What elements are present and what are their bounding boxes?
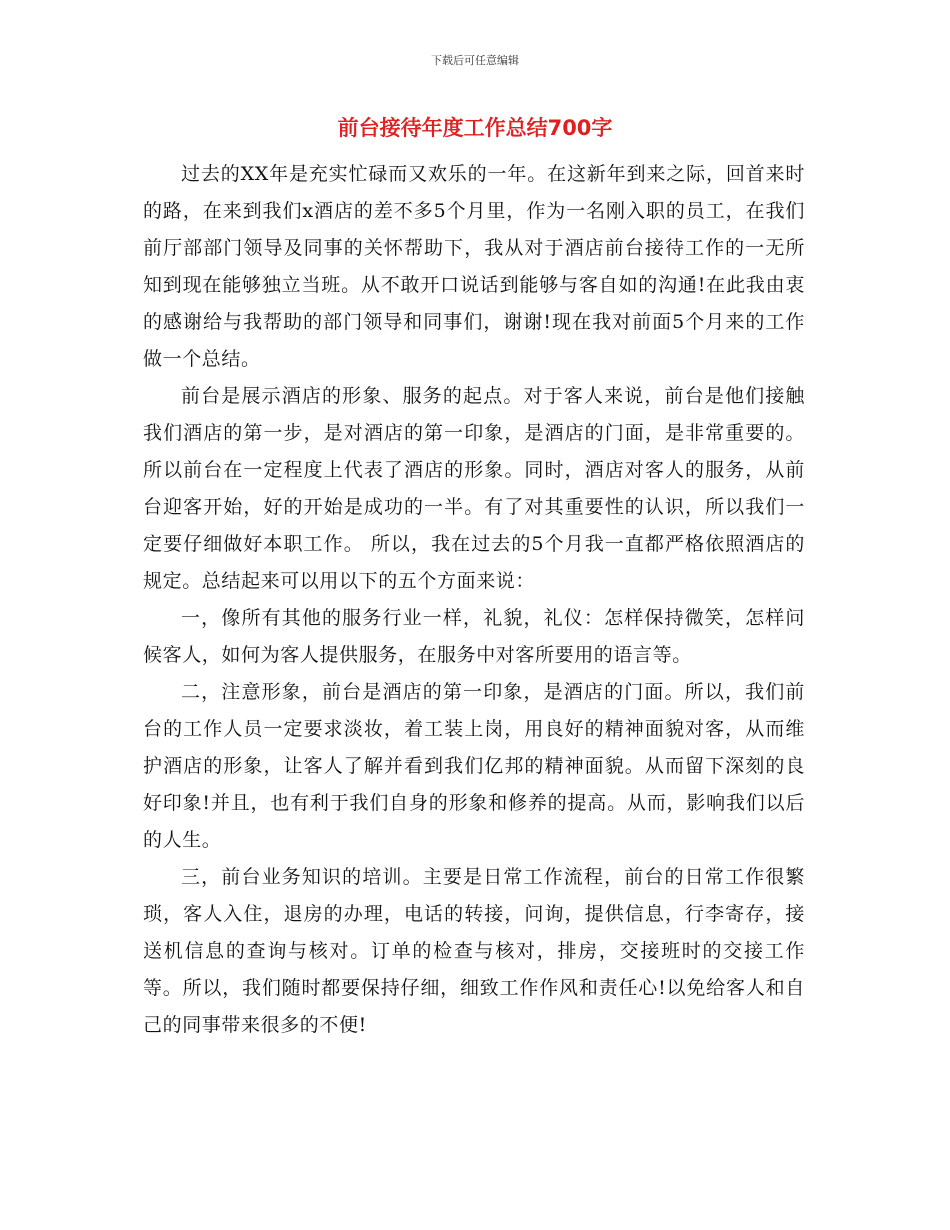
paragraph-point-one: 一，像所有其他的服务行业一样，礼貌，礼仪：怎样保持微笑，怎样问候客人，如何为客人提供服务，在服务中对客所要用的语言等。 <box>143 607 805 666</box>
paragraph-intro: 过去的XX年是充实忙碌而又欢乐的一年。在这新年到来之际，回首来时的路，在来到我们x酒店的差不多5个月里，作为一名刚入职的员工，在我们前厅部部门领导及同事的关怀帮助下，我从对于酒店前台接待工作的一无所知到现在能够独立当班。从不敢开口说话到能够与客自如的沟通!在此我由衷的感谢给与我帮助的部门领导和同事们，谢谢!现在我对前面5个月来的工作做一个总结。 <box>143 163 805 370</box>
document-body <box>143 156 805 1044</box>
header-note: 下载后可任意编辑 <box>431 54 519 67</box>
paragraph-point-three: 三，前台业务知识的培训。主要是日常工作流程，前台的日常工作很繁琐，客人入住，退房的办理，电话的转接，问询，提供信息，行李寄存，接送机信息的查询与核对。订单的检查与核对，排房，交接班时的交接工作等。所以，我们随时都要保持仔细，细致工作作风和责任心!以免给客人和自己的同事带来很多的不便! <box>143 866 805 1036</box>
paragraph-point-two: 二，注意形象，前台是酒店的第一印象，是酒店的门面。所以，我们前台的工作人员一定要求淡妆，着工装上岗，用良好的精神面貌对客，从而维护酒店的形象，让客人了解并看到我们亿邦的精神面貌。从而留下深刻的良好印象!并且，也有利于我们自身的形象和修养的提高。从而，影响我们以后的人生。 <box>143 681 805 851</box>
paragraph-front-desk-role: 前台是展示酒店的形象、服务的起点。对于客人来说，前台是他们接触我们酒店的第一步，是对酒店的第一印象，是酒店的门面，是非常重要的。所以前台在一定程度上代表了酒店的形象。同时，酒店对客人的服务，从前台迎客开始，好的开始是成功的一半。有了对其重要性的认识，所以我们一定要仔细做好本职工作。 所以，我在过去的5个月我一直都严格依照酒店的规定。总结起来可以用以下的五个方面来说： <box>143 385 805 592</box>
document-title: 前台接待年度工作总结700字 <box>337 116 613 140</box>
